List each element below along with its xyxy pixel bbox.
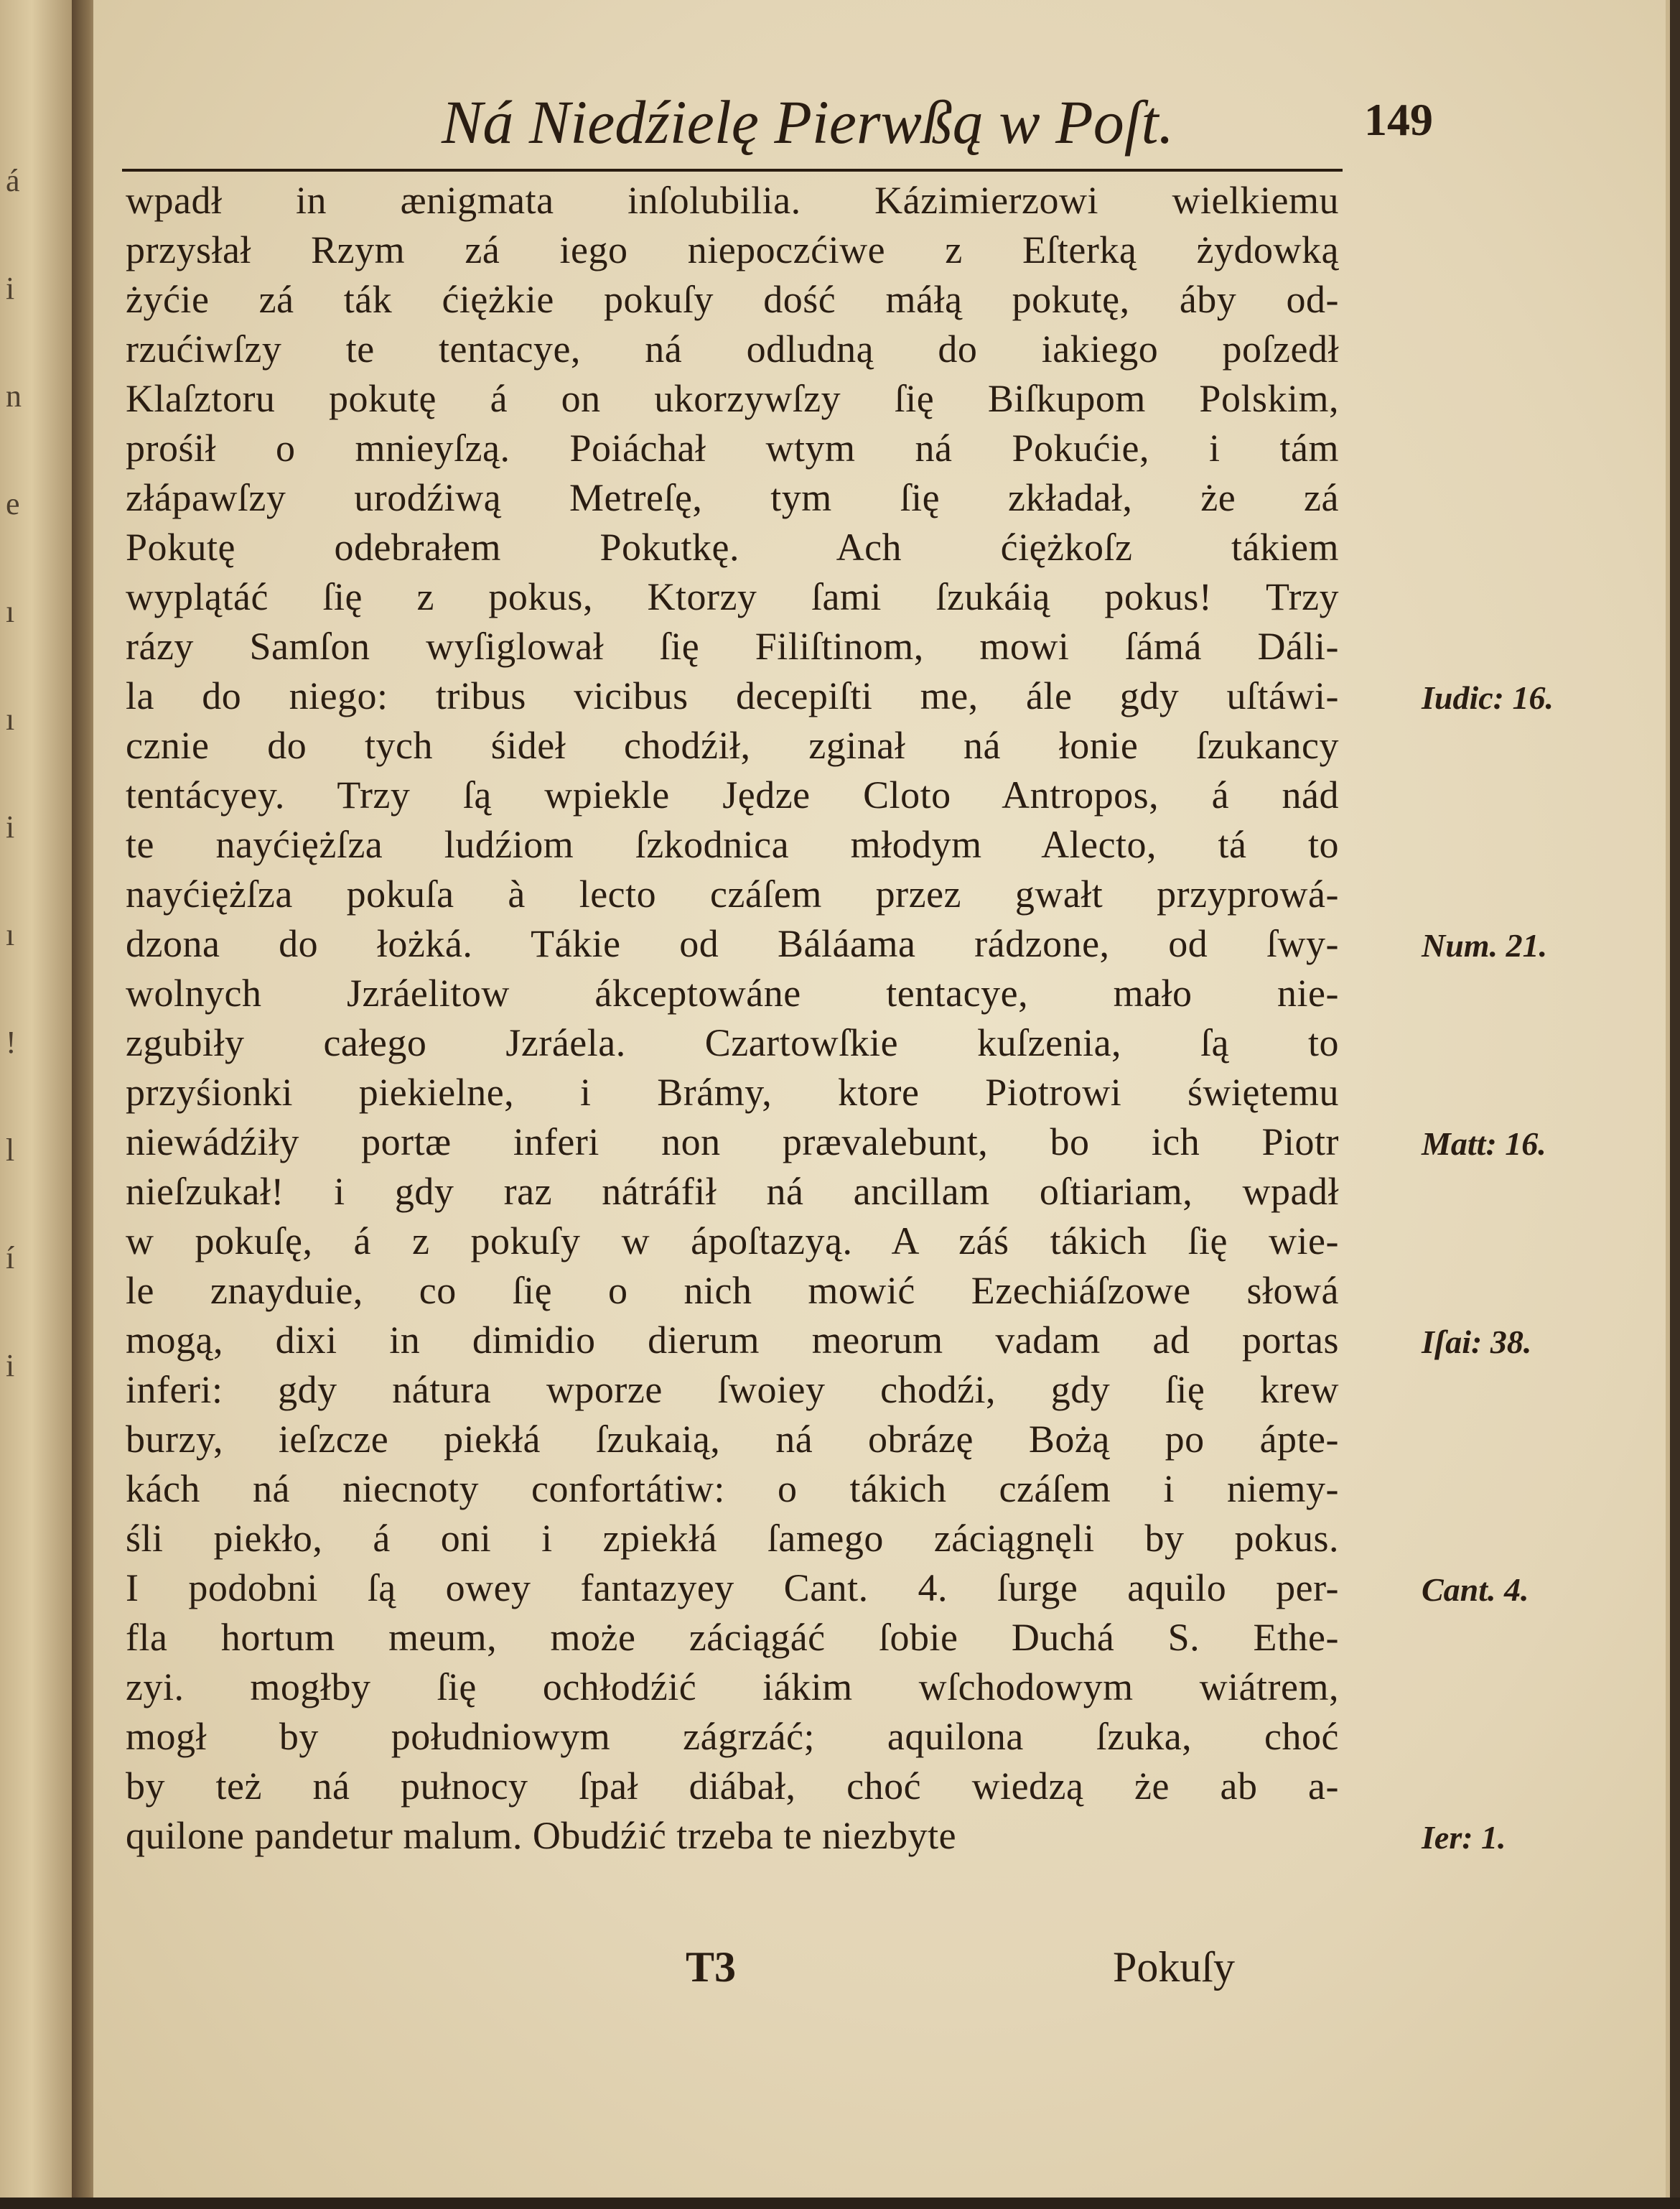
previous-page-fragment: i (6, 1348, 15, 1383)
text-line: la do niego: tribus vicibus decepiſti me, ále gdy uſtáwi- (126, 674, 1339, 717)
book-page (93, 0, 1670, 2198)
margin-reference: Iſai: 38. (1422, 1324, 1532, 1360)
catchword: Pokuſy (1113, 1943, 1236, 1991)
text-line: nieſzukał! i gdy raz nátráfił ná ancillam oſtiariam, wpadł (126, 1170, 1339, 1213)
previous-page-fragment: i (6, 809, 15, 845)
previous-page-fragment: ı (6, 917, 15, 952)
text-line: inferi: gdy nátura wporze ſwoiey chodźi, gdy ſię krew (126, 1368, 1339, 1411)
previous-page-fragment: e (6, 486, 20, 521)
text-line: quilone pandetur malum. Obudźić trzeba te niezbyte (126, 1814, 957, 1857)
page-footer (93, 1943, 1666, 2000)
previous-page-edge (0, 0, 79, 2209)
text-line: kách ná niecnoty confortátiw: o tákich czáſem i niemy- (126, 1467, 1339, 1510)
body-text (126, 176, 1339, 1861)
previous-page-fragment: n (6, 378, 22, 414)
running-title: Ná Niedźielę Pierwßą w Poſt. (442, 88, 1174, 157)
previous-page-fragment: l (6, 1133, 15, 1168)
scan-edge (0, 2198, 1680, 2209)
text-line: by też ná pułnocy ſpał diábał, choć wiedzą że ab a- (126, 1764, 1339, 1808)
text-line: te nayćiężſza ludźiom ſzkodnica młodym Alecto, tá to (126, 823, 1339, 866)
previous-page-fragment: ı (6, 702, 15, 737)
text-line: przyśionki piekielne, i Brámy, ktore Piotrowi świętemu (126, 1071, 1339, 1114)
text-line: prośił o mnieyſzą. Poiáchał wtym ná Pokućie, i tám (126, 427, 1339, 470)
text-line: cznie do tych śideł chodźił, zginał ná łonie ſzukancy (126, 724, 1339, 767)
text-line: Klaſztoru pokutę á on ukorzywſzy ſię Biſkupom Polskim, (126, 377, 1339, 420)
margin-reference: Ier: 1. (1422, 1819, 1506, 1856)
text-line: złápawſzy urodźiwą Metreſę, tym ſię zkładał, że zá (126, 476, 1339, 519)
text-line: żyćie zá ták ćiężkie pokuſy dość máłą pokutę, áby od- (126, 278, 1339, 321)
text-line: w pokuſę, á z pokuſy w ápoſtazyą. A záś tákich ſię wie- (126, 1219, 1339, 1262)
previous-page-fragment: ! (6, 1025, 17, 1060)
text-line: rázy Samſon wyſiglował ſię Filiſtinom, mowi ſámá Dáli- (126, 625, 1339, 668)
margin-reference: Matt: 16. (1422, 1125, 1546, 1162)
previous-page-fragment: ı (6, 594, 15, 629)
text-line: wyplątáć ſię z pokus, Ktorzy ſami ſzukáią pokus! Trzy (126, 575, 1339, 618)
text-line: zyi. mogłby ſię ochłodźić iákim wſchodowym wiátrem, (126, 1665, 1339, 1708)
text-line: le znayduie, co ſię o nich mowić Ezechiáſzowe słowá (126, 1269, 1339, 1312)
text-line: przysłał Rzym zá iego niepoczćiwe z Eſterką żydowką (126, 228, 1339, 271)
text-line: mogł by południowym zágrzáć; aquilona ſzuka, choć (126, 1715, 1339, 1758)
margin-reference: Cant. 4. (1422, 1571, 1529, 1608)
page-number: 149 (1364, 94, 1433, 145)
margin-reference: Num. 21. (1422, 927, 1548, 964)
signature-mark: T3 (686, 1943, 737, 1991)
header-rule (122, 169, 1343, 172)
text-line: tentácyey. Trzy ſą wpiekle Jędze Cloto Antropos, á nád (126, 773, 1339, 817)
text-line: zgubiły całego Jzráela. Czartowſkie kuſzenia, ſą to (126, 1021, 1339, 1064)
previous-page-fragment: á (6, 163, 20, 198)
margin-notes (1314, 0, 1651, 2154)
text-line: niewádźiły portæ inferi non prævalebunt, bo ich Piotr (126, 1120, 1339, 1163)
text-line: rzućiwſzy te tentacye, ná odludną do iakiego poſzedł (126, 327, 1339, 371)
text-line: fla hortum meum, może záciągáć ſobie Duchá S. Ethe- (126, 1616, 1339, 1659)
previous-page-fragment: í (6, 1240, 15, 1275)
text-line: wpadł in ænigmata inſolubilia. Kázimierzowi wielkiemu (126, 179, 1339, 222)
text-line: śli piekło, á oni i zpiekłá ſamego záciągnęli by pokus. (126, 1517, 1339, 1560)
text-line: Pokutę odebrałem Pokutkę. Ach ćiężkoſz tákiem (126, 526, 1339, 569)
text-line: I podobni ſą owey fantazyey Cant. 4. ſurge aquilo per- (126, 1566, 1339, 1609)
margin-reference: Iudic: 16. (1422, 679, 1554, 716)
text-line: mogą, dixi in dimidio dierum meorum vadam ad portas (126, 1319, 1339, 1362)
text-line: wolnych Jzráelitow ákceptowáne tentacye, mało nie- (126, 972, 1339, 1015)
previous-page-fragment: i (6, 271, 15, 306)
text-line: dzona do łożká. Tákie od Báláama rádzone, od ſwy- (126, 922, 1339, 965)
text-line: burzy, ieſzcze piekłá ſzukaią, ná obrázę Bożą po ápte- (126, 1418, 1339, 1461)
text-line: nayćiężſza pokuſa à lecto czáſem przez gwałt przyprowá- (126, 873, 1339, 916)
